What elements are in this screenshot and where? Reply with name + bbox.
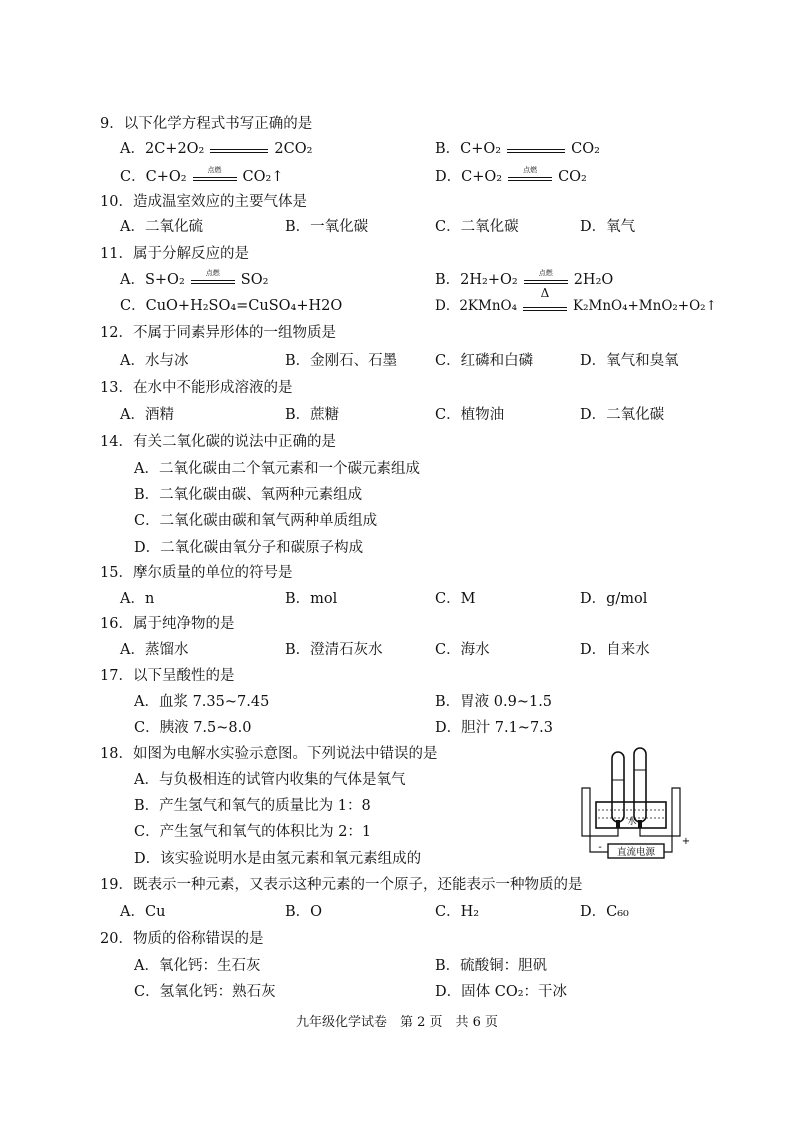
question-12-stem: 12．不属于同素异形体的一组物质是 — [100, 325, 336, 341]
reaction-condition: 点燃 — [538, 269, 553, 277]
q11-option-d — [435, 285, 717, 315]
q13-option-c: C．植物油 — [435, 407, 505, 423]
q20-option-a: A．氧化钙：生石灰 — [134, 958, 261, 974]
electrolysis-diagram — [572, 740, 692, 860]
q14-option-b: B．二氧化碳由碳、氧两种元素组成 — [134, 487, 363, 503]
q12-option-b: B．金刚石、石墨 — [285, 353, 398, 369]
q9-option-b — [435, 140, 600, 158]
test-tube-left — [612, 752, 624, 822]
q15-option-a: A．n — [120, 591, 155, 607]
positive-terminal: + — [681, 836, 691, 847]
q9-a-right: 2CO₂ — [274, 141, 313, 157]
q11-option-a — [120, 271, 268, 289]
negative-terminal: - — [598, 842, 602, 853]
q16-option-b: B．澄清石灰水 — [285, 642, 383, 658]
question-15-stem: 15．摩尔质量的单位的符号是 — [100, 565, 293, 581]
equation-sign — [508, 166, 552, 185]
question-9-stem: 9．以下化学方程式书写正确的是 — [100, 116, 313, 132]
q12-option-a: A．水与冰 — [120, 353, 189, 369]
q9-d-right: CO₂ — [558, 169, 587, 185]
q9-b-left: B．C+O₂ — [435, 141, 502, 157]
q14-option-d: D．二氧化碳由氧分子和碳原子构成 — [134, 540, 364, 556]
reaction-condition: 点燃 — [205, 269, 220, 277]
q11-a-right: SO₂ — [240, 272, 269, 288]
q18-option-b: B．产生氢气和氧气的质量比为 1：8 — [134, 798, 371, 814]
equation-sign — [191, 269, 235, 288]
q16-option-a: A．蒸馏水 — [120, 642, 189, 658]
q10-option-a: A．二氧化硫 — [120, 219, 203, 235]
q19-option-c: C．H₂ — [435, 904, 480, 920]
q11-option-c: C．CuO+H₂SO₄=CuSO₄+H2O — [120, 298, 343, 314]
q19-option-b: B．O — [285, 904, 323, 920]
equation-sign — [193, 166, 237, 185]
question-20-stem: 20．物质的俗称错误的是 — [100, 931, 264, 947]
q11-b-left: B．2H₂+O₂ — [435, 272, 518, 288]
q9-d-left: D．C+O₂ — [435, 169, 503, 185]
q15-option-c: C．M — [435, 591, 476, 607]
q17-option-c: C．胰液 7.5~8.0 — [134, 720, 252, 736]
equation-sign — [507, 141, 565, 157]
q9-option-c — [120, 168, 284, 186]
q17-option-b: B．胃液 0.9~1.5 — [435, 694, 553, 710]
q13-option-b: B．蔗糖 — [285, 407, 340, 423]
q18-option-c: C．产生氢气和氧气的体积比为 2：1 — [134, 824, 372, 840]
q10-option-c: C．二氧化碳 — [435, 219, 519, 235]
electrode-left — [616, 820, 620, 828]
q19-option-a: A．Cu — [120, 904, 166, 920]
water-label: 水 — [627, 817, 637, 827]
q14-option-a: A．二氧化碳由二个氧元素和一个碳元素组成 — [134, 461, 420, 477]
reaction-condition: 点燃 — [523, 166, 538, 174]
question-19-stem: 19．既表示一种元素，又表示这种元素的一个原子，还能表示一种物质的是 — [100, 877, 583, 893]
q9-b-right: CO₂ — [571, 141, 600, 157]
q15-option-d: D．g/mol — [580, 591, 648, 607]
question-11-stem: 11．属于分解反应的是 — [100, 246, 249, 262]
q11-d-right: K₂MnO₄+MnO₂+O₂↑ — [573, 298, 717, 314]
q12-option-d: D．氧气和臭氧 — [580, 353, 679, 369]
q17-option-a: A．血浆 7.35~7.45 — [134, 694, 270, 710]
q14-option-c: C．二氧化碳由碳和氧气两种单质组成 — [134, 513, 378, 529]
q9-option-d — [435, 168, 587, 186]
power-supply-label: 直流电源 — [616, 847, 656, 858]
question-14-stem: 14．有关二氧化碳的说法中正确的是 — [100, 434, 336, 450]
q10-option-b: B．一氧化碳 — [285, 219, 369, 235]
q20-option-d: D．固体 CO₂：干冰 — [435, 984, 568, 1000]
q15-option-b: B．mol — [285, 591, 338, 607]
q11-b-right: 2H₂O — [573, 272, 614, 288]
q12-option-c: C．红磷和白磷 — [435, 353, 534, 369]
q9-c-left: C．C+O₂ — [120, 169, 187, 185]
question-18-stem: 18．如图为电解水实验示意图。下列说法中错误的是 — [100, 746, 438, 762]
q13-option-a: A．酒精 — [120, 407, 174, 423]
q16-option-d: D．自来水 — [580, 642, 650, 658]
q9-a-left: A．2C+2O₂ — [120, 141, 205, 157]
question-10-stem: 10．造成温室效应的主要气体是 — [100, 194, 307, 210]
q16-option-c: C．海水 — [435, 642, 490, 658]
reaction-condition: 点燃 — [207, 166, 222, 174]
equation-sign — [210, 141, 268, 157]
q10-option-d: D．氧气 — [580, 219, 636, 235]
q11-d-left: D．2KMnO₄ — [435, 298, 517, 314]
q13-option-d: D．二氧化碳 — [580, 407, 665, 423]
page-footer: 九年级化学试卷 第 2 页 共 6 页 — [295, 1015, 499, 1030]
question-13-stem: 13．在水中不能形成溶液的是 — [100, 380, 293, 396]
q18-option-d: D．该实验说明水是由氢元素和氧元素组成的 — [134, 851, 422, 867]
reaction-condition: Δ — [540, 285, 550, 300]
q20-option-c: C．氢氧化钙：熟石灰 — [134, 984, 276, 1000]
question-17-stem: 17．以下呈酸性的是 — [100, 668, 235, 684]
q20-option-b: B．硫酸铜：胆矾 — [435, 958, 548, 974]
q18-option-a: A．与负极相连的试管内收集的气体是氧气 — [134, 772, 406, 788]
electrode-right — [638, 820, 642, 828]
test-tube-right — [634, 748, 646, 822]
q17-option-d: D．胆汁 7.1~7.3 — [435, 720, 554, 736]
q9-option-a — [120, 140, 312, 158]
q9-c-right: CO₂↑ — [242, 169, 284, 185]
q11-option-b — [435, 271, 613, 289]
question-16-stem: 16．属于纯净物的是 — [100, 616, 235, 632]
q19-option-d: D．C₆₀ — [580, 904, 629, 920]
equation-sign — [523, 285, 567, 315]
q11-a-left: A．S+O₂ — [120, 272, 185, 288]
